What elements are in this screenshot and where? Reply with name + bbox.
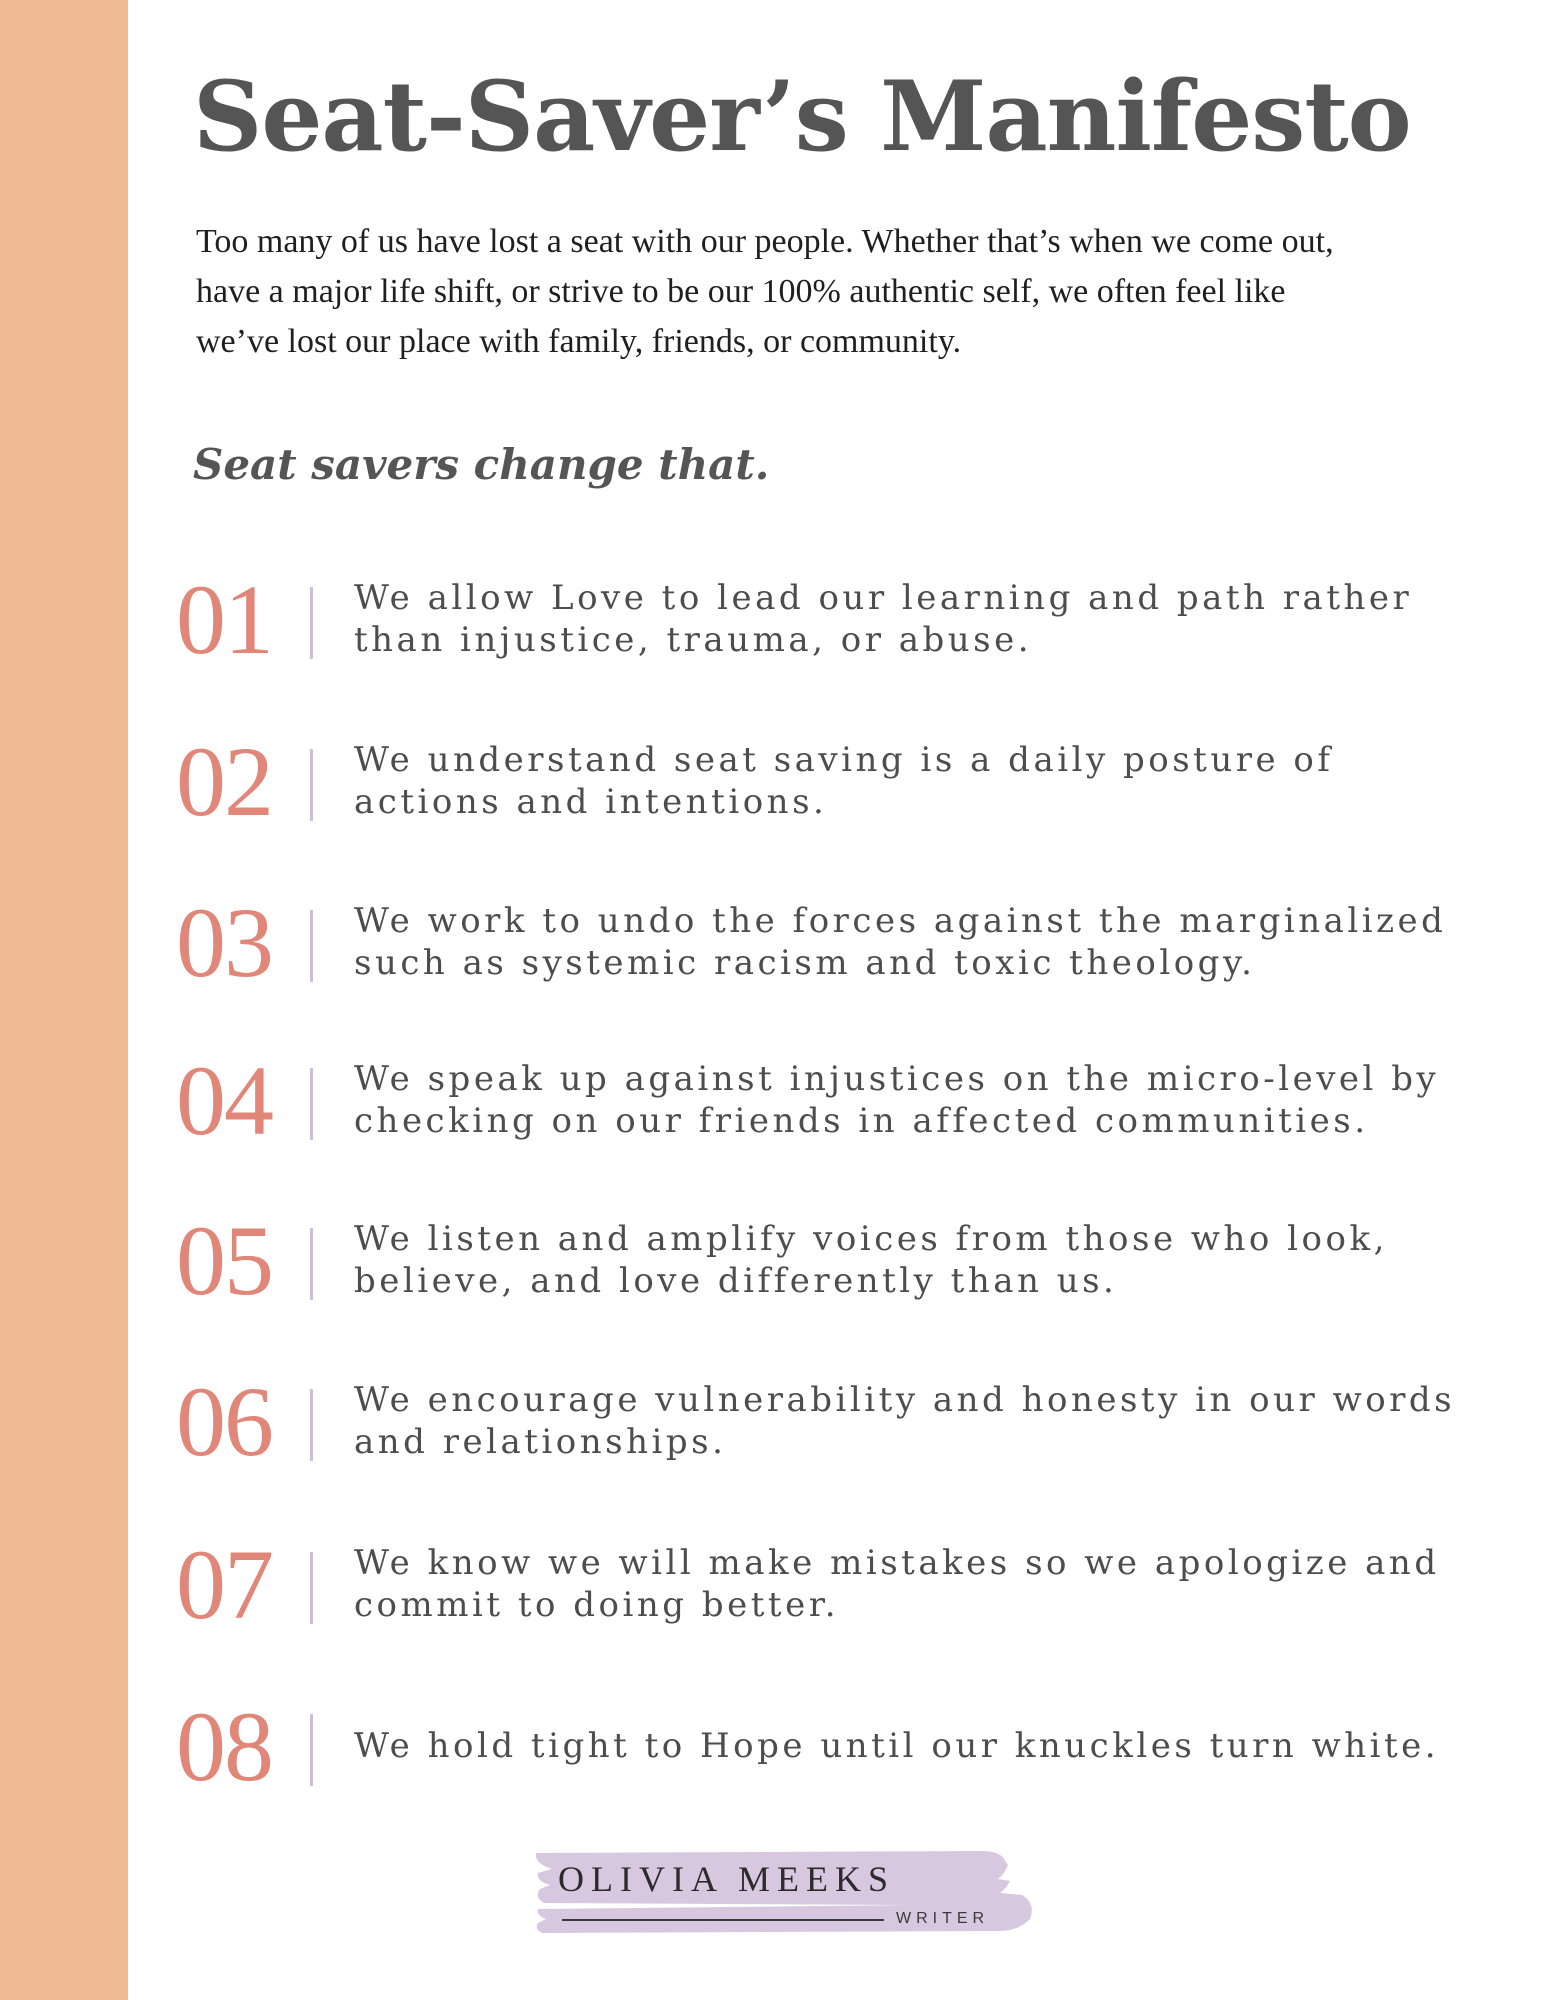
- intro-paragraph: Too many of us have lost a seat with our people. Whether that’s when we come out, have a major life shift, or strive to be our 100% authentic self, we often feel like we’ve lost our place with family, friends, or community.: [196, 223, 1334, 360]
- principle-number: 03: [176, 887, 272, 998]
- principle-text: We work to undo the forces against the marginalized such as systemic racism and toxic theology.: [354, 901, 1447, 983]
- principle-divider: [310, 1389, 313, 1461]
- principle-item: [176, 1692, 1476, 1802]
- principle-number: 08: [176, 1691, 272, 1802]
- principle-item: [176, 1046, 1476, 1156]
- principle-text: We know we will make mistakes so we apologize and commit to doing better.: [354, 1543, 1440, 1625]
- principle-text: We hold tight to Hope until our knuckles turn white.: [354, 1726, 1440, 1766]
- tagline: Seat savers change that.: [193, 440, 770, 489]
- principle-divider: [310, 1552, 313, 1624]
- principle-number: 02: [176, 726, 272, 837]
- principle-text: We allow Love to lead our learning and path rather than injustice, trauma, or abuse.: [354, 578, 1413, 660]
- principle-text: We listen and amplify voices from those who look, believe, and love differently than us.: [354, 1219, 1388, 1301]
- principle-number: 01: [176, 564, 272, 675]
- principle-item: [176, 1367, 1476, 1477]
- author-logo: [530, 1845, 1040, 1935]
- principle-text: We understand seat saving is a daily posture of actions and intentions.: [354, 740, 1334, 822]
- principle-divider: [310, 749, 313, 821]
- principle-number: 04: [176, 1045, 272, 1156]
- side-color-bar: [0, 0, 128, 2000]
- principle-number: 06: [176, 1366, 272, 1477]
- page-title: Seat-Saver’s Manifesto: [193, 60, 1411, 173]
- logo-name: OLIVIA MEEKS: [558, 1859, 895, 1899]
- principle-divider: [310, 910, 313, 982]
- principle-item: [176, 1206, 1476, 1316]
- principle-item: [176, 727, 1476, 837]
- principle-divider: [310, 587, 313, 659]
- principle-item: [176, 1530, 1476, 1640]
- principle-divider: [310, 1714, 313, 1786]
- principle-item: [176, 888, 1476, 998]
- principle-divider: [310, 1228, 313, 1300]
- principle-text: We encourage vulnerability and honesty in our words and relationships.: [354, 1380, 1456, 1462]
- principle-text: We speak up against injustices on the micro-level by checking on our friends in affected communities.: [354, 1059, 1440, 1141]
- principle-number: 07: [176, 1529, 272, 1640]
- logo-subtitle: WRITER: [896, 1910, 990, 1927]
- logo-rule: [562, 1919, 884, 1921]
- principle-number: 05: [176, 1205, 272, 1316]
- principle-divider: [310, 1068, 313, 1140]
- principle-item: [176, 565, 1476, 675]
